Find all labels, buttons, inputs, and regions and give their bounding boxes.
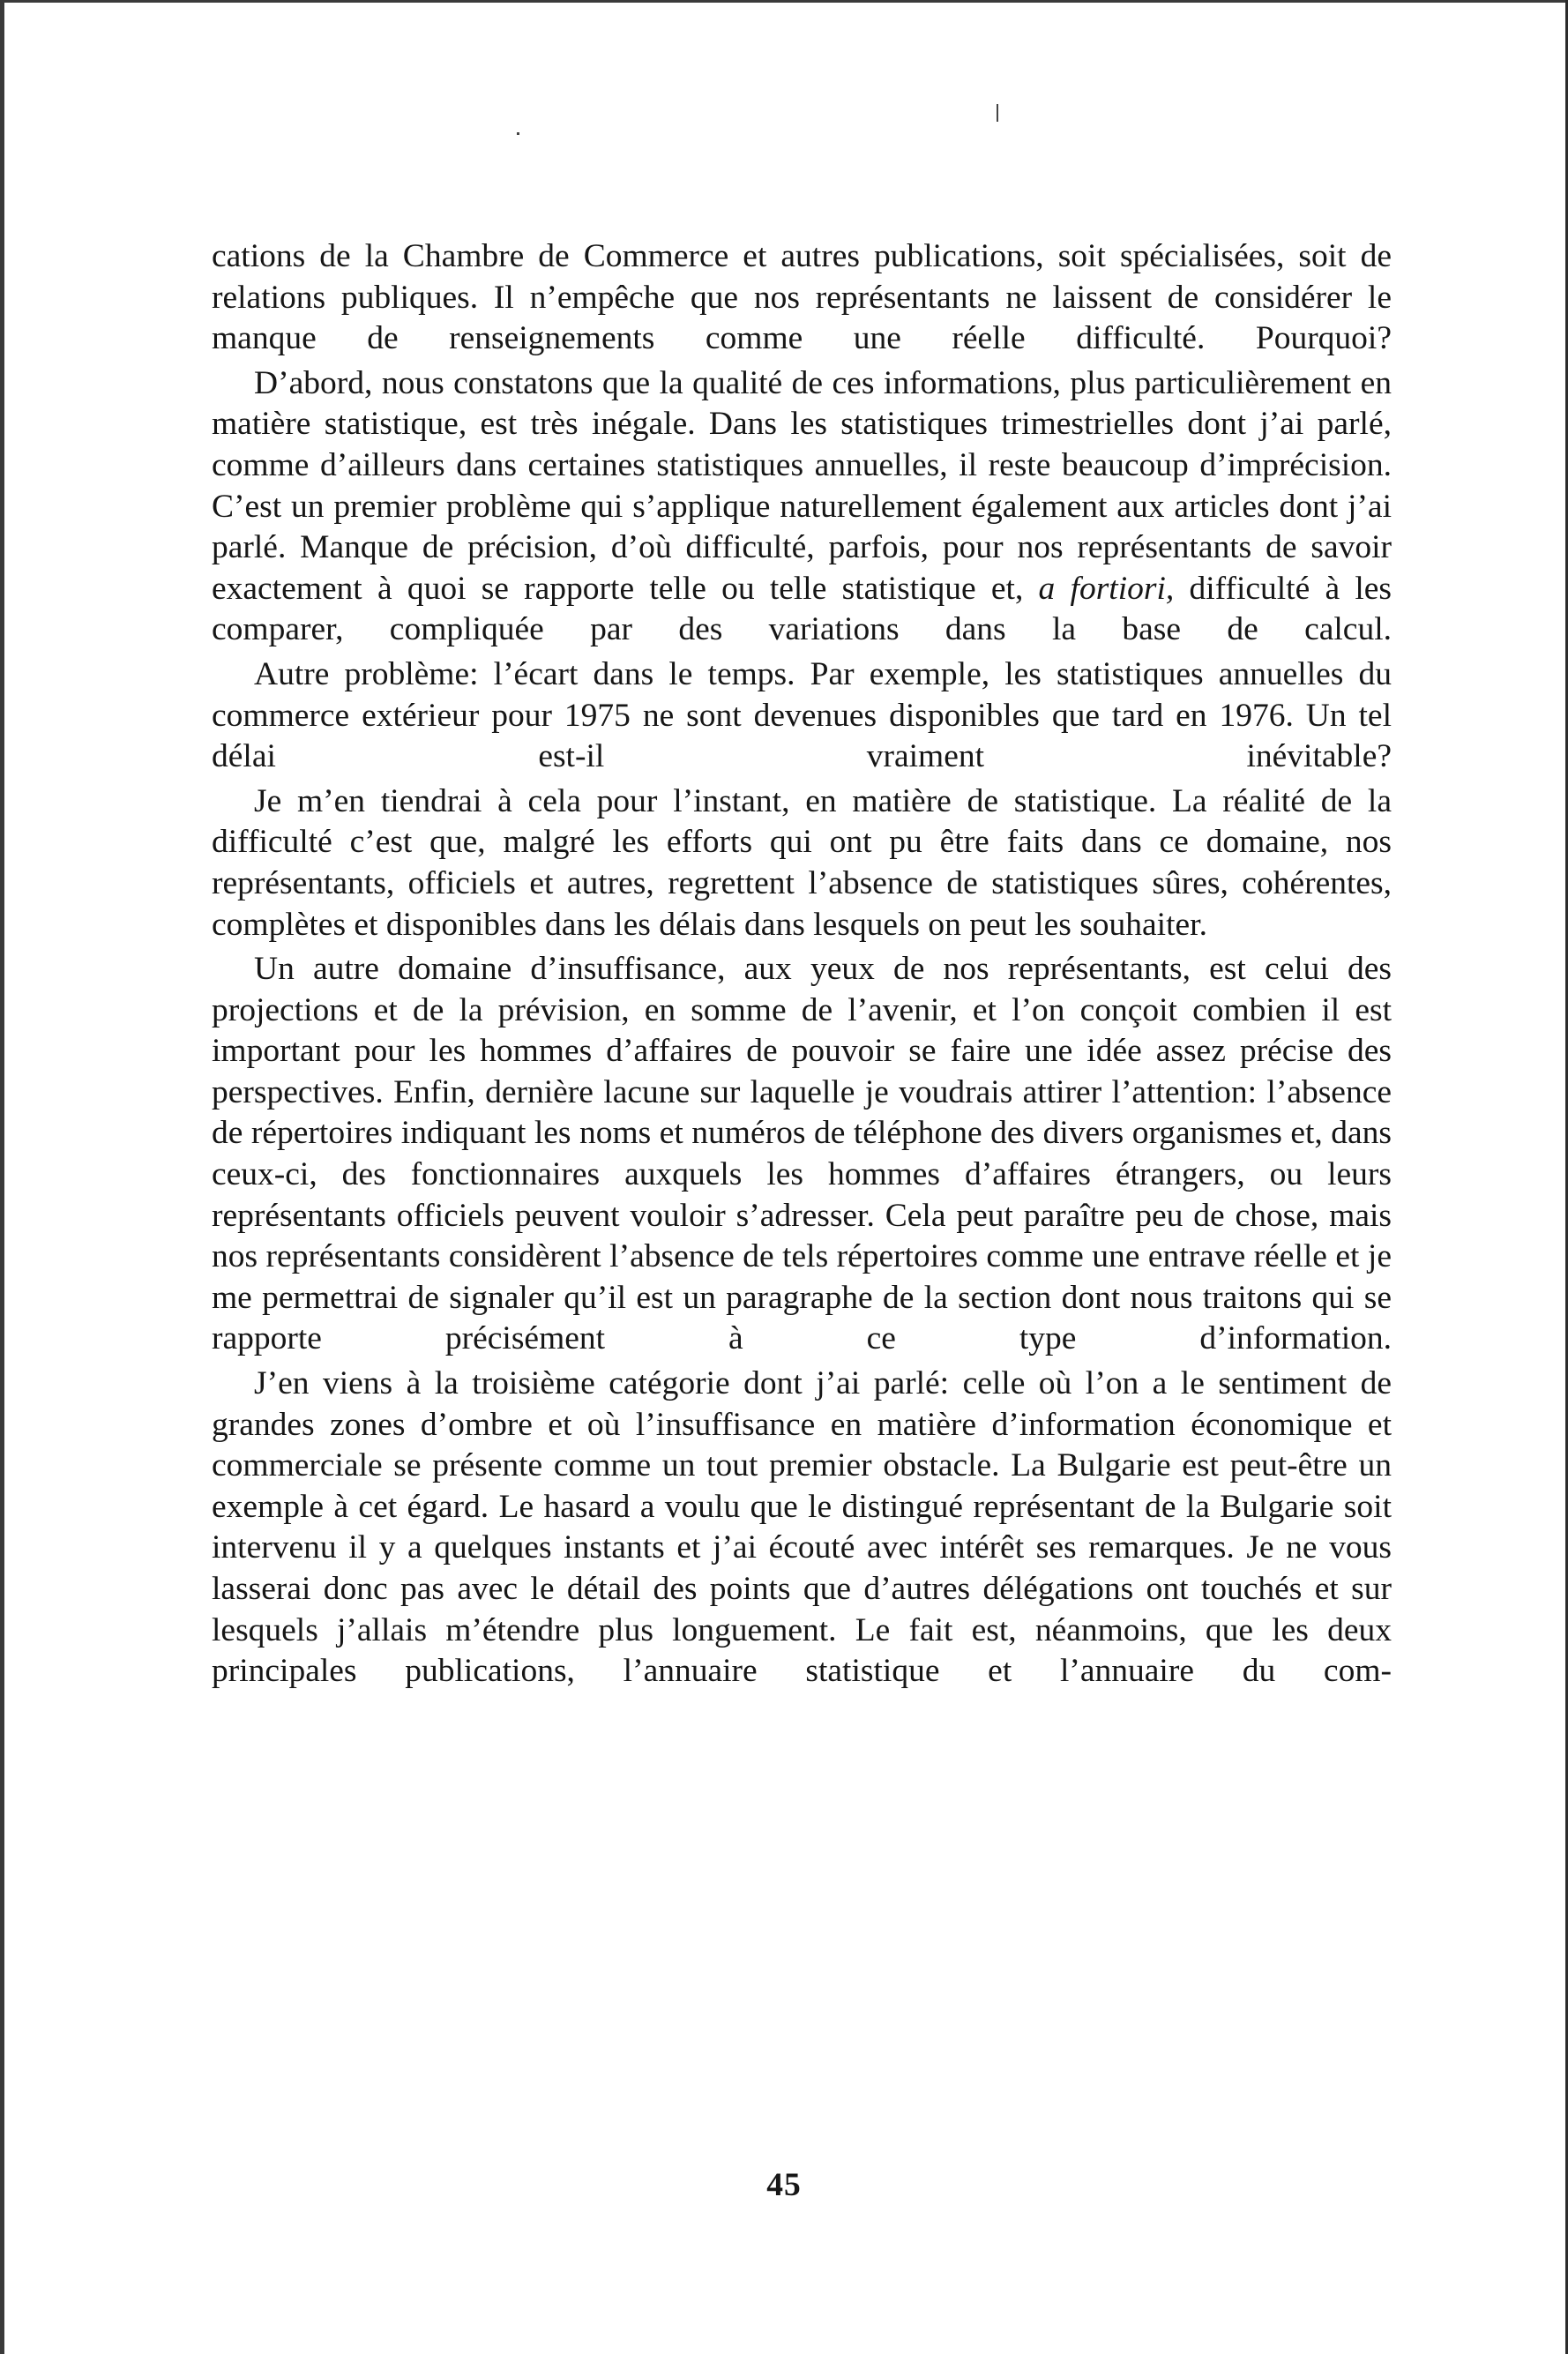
- paragraph-2-italic-phrase: a fortiori,: [1038, 570, 1175, 607]
- scan-border-left: [0, 0, 4, 2354]
- page-number: 45: [766, 2167, 802, 2203]
- paragraph-3: Autre problème: l’écart dans le temps. Par exemple, les statistiques annuelles du commerce extérieur pour 1975 ne sont devenues disponibles que tard en 1976. Un tel délai est-il vraiment inévitable?: [212, 655, 1392, 775]
- scan-border-top: [0, 0, 1568, 3]
- page-body: [212, 236, 1392, 1693]
- paragraph-2-text-start: D’abord, nous constatons que la qualité de ces informations, plus particulièrement en matière statistique, est très inégale. Dans les statistiques trimestrielles dont j’ai parlé, comme d’ailleurs dans certaines statistiques annuelles, il reste beaucoup d’imprécision. C’est un premier problème qui s’applique naturellement également aux articles dont j’ai parlé. Manque de précision, d’où difficulté, parfois, pour nos représentants de savoir exactement à quoi se rapporte telle ou telle statistique et,: [212, 364, 1392, 607]
- paragraph-2-text-end: difficulté à les comparer, compliquée par des variations dans la base de calcul.: [212, 570, 1392, 648]
- paragraph-1: cations de la Chambre de Commerce et autres publications, soit spécialisées, soit de relations publiques. Il n’empêche que nos représentants ne laissent de considérer le manque de renseignements comme une réelle difficulté. Pourquoi?: [212, 238, 1392, 357]
- paragraph-5: Un autre domaine d’insuffisance, aux yeux de nos représentants, est celui des projections et de la prévision, en somme de l’avenir, et l’on conçoit combien il est important pour les hommes d’affaires de pouvoir se faire une idée assez précise des perspectives. Enfin, dernière lacune sur laquelle je voudrais attirer l’attention: l’absence de répertoires indiquant les noms et numéros de téléphone des divers organismes et, dans ceux-ci, des fonctionnaires auxquels les hommes d’affaires étrangers, ou leurs représentants officiels peuvent vouloir s’adresser. Cela peut paraître peu de chose, mais nos représentants considèrent l’absence de tels répertoires comme une entrave réelle et je me permettrai de signaler qu’il est un paragraphe de la section dont nous traitons qui se rapporte précisément à ce type d’information.: [212, 951, 1392, 1357]
- paragraph-2: [212, 363, 1392, 651]
- paragraph-6: J’en viens à la troisième catégorie dont j’ai parlé: celle où l’on a le sentiment de grandes zones d’ombre et où l’insuffisance en matière d’information économique et commerciale se présente comme un tout premier obstacle. La Bulgarie est peut-être un exemple à cet égard. Le hasard a voulu que le distingué représentant de la Bulgarie soit intervenu il y a quelques instants et j’ai écouté avec intérêt ses remarques. Je ne vous lasserai donc pas avec le détail des points que d’autres délégations ont touchés et sur lesquels j’allais m’étendre plus longuement. Le fait est, néanmoins, que les deux principales publications, l’annuaire statistique et l’annuaire du com-: [212, 1365, 1392, 1690]
- scan-speck: [517, 132, 519, 135]
- scan-speck: [997, 104, 998, 122]
- paragraph-4: Je m’en tiendrai à cela pour l’instant, en matière de statistique. La réalité de la difficulté c’est que, malgré les efforts qui ont pu être faits dans ce domaine, nos représentants, officiels et autres, regrettent l’absence de statistiques sûres, cohérentes, complètes et disponibles dans les délais dans lesquels on peut les souhaiter.: [212, 782, 1392, 943]
